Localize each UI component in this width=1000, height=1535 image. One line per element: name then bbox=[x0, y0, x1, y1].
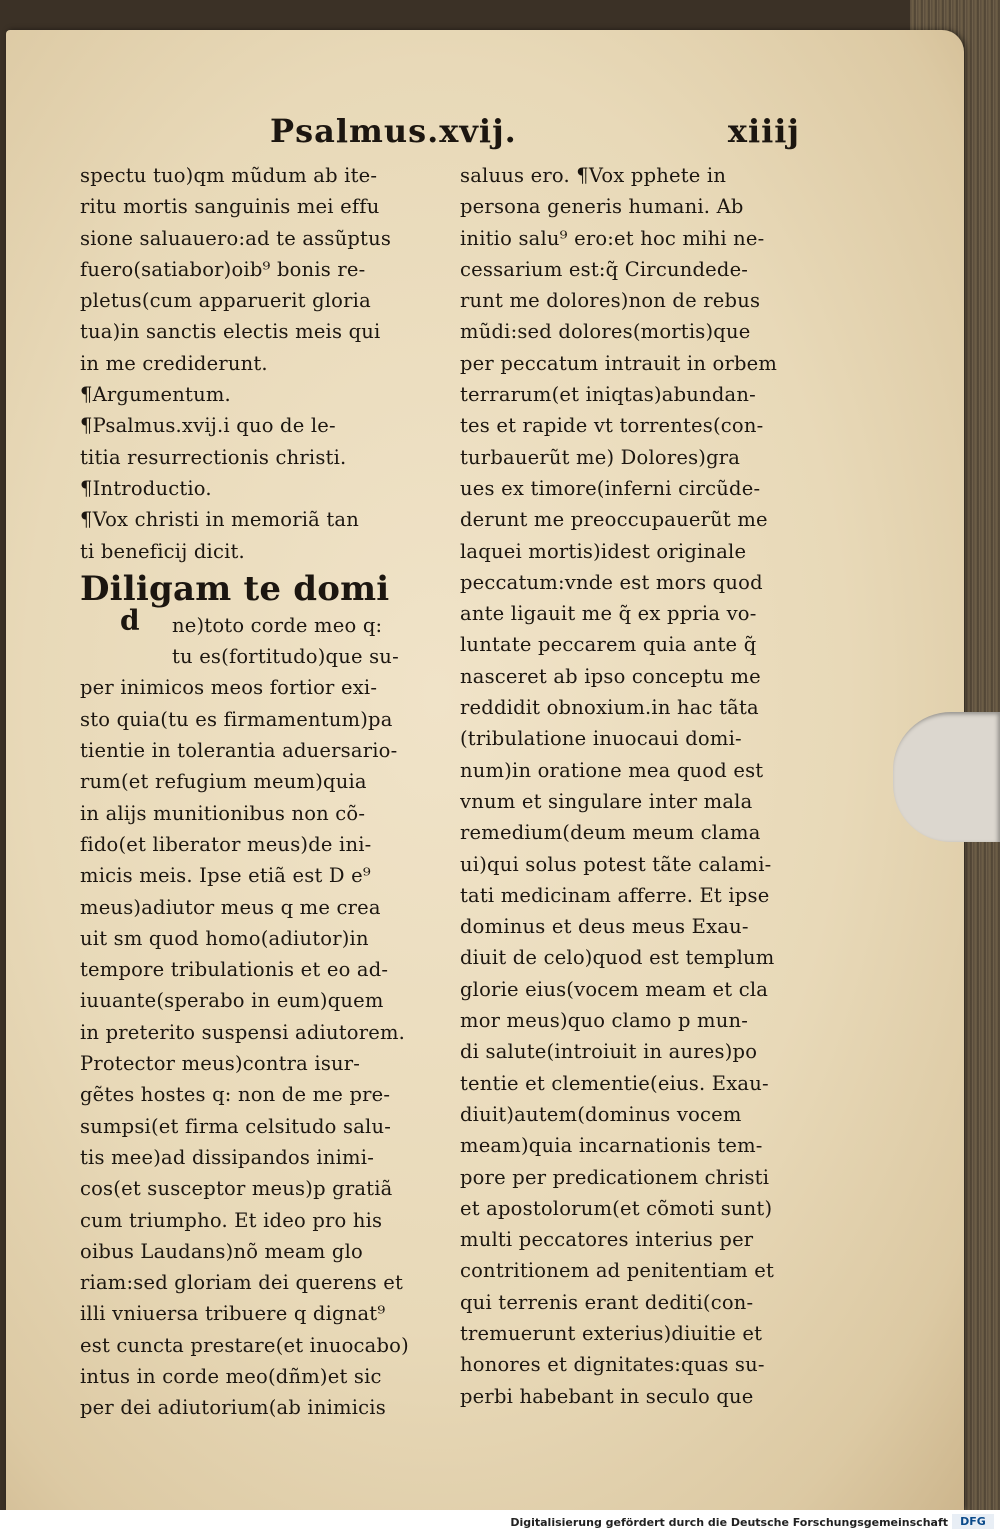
text-line: ues ex timore(inferni circũde- bbox=[460, 476, 761, 500]
text-line: sumpsi(et firma celsitudo salu- bbox=[80, 1114, 392, 1138]
text-line: honores et dignitates:quas su- bbox=[460, 1353, 765, 1377]
text-line: ¶Argumentum. bbox=[80, 383, 231, 407]
text-line: spectu tuo)qm mũdum ab ite- bbox=[80, 164, 378, 187]
text-line: per inimicos meos fortior exi- bbox=[80, 676, 378, 700]
text-line: in preterito suspensi adiutorem. bbox=[80, 1020, 406, 1044]
text-line: per dei adiutorium(ab inimicis bbox=[80, 1396, 386, 1420]
text-line: tentie et clementie(eius. Exau- bbox=[460, 1071, 769, 1095]
text-line: tremuerunt exterius)diuitie et bbox=[460, 1321, 763, 1345]
text-line: micis meis. Ipse etiã est D e⁹ bbox=[80, 864, 371, 888]
text-line: multi peccatores interius per bbox=[460, 1228, 754, 1252]
text-line: ¶Introductio. bbox=[80, 476, 212, 500]
bookmark-tab bbox=[893, 712, 1000, 842]
text-line: contritionem ad penitentiam et bbox=[460, 1259, 775, 1283]
text-line: mũdi:sed dolores(mortis)que bbox=[460, 320, 751, 344]
dfg-logo: DFG bbox=[952, 1514, 994, 1529]
left-column bbox=[80, 160, 452, 1424]
text-line: fido(et liberator meus)de ini- bbox=[80, 832, 372, 856]
text-line: cessarium est:q̃ Circundede- bbox=[460, 257, 749, 281]
text-line: est cuncta prestare(et inuocabo) bbox=[80, 1333, 409, 1357]
text-line: illi vniuersa tribuere q dignat⁹ bbox=[80, 1302, 386, 1326]
text-line: nasceret ab ipso conceptu me bbox=[460, 664, 761, 688]
text-line: tati medicinam afferre. Et ipse bbox=[460, 883, 770, 907]
text-line: perbi habebant in seculo que bbox=[460, 1384, 754, 1408]
text-line: glorie eius(vocem meam et cla bbox=[460, 977, 769, 1001]
text-line: saluus ero. ¶Vox pphete in bbox=[460, 164, 727, 187]
text-line: ante ligauit me q̃ ex ppria vo- bbox=[460, 602, 757, 626]
text-line: oibus Laudans)nõ meam glo bbox=[80, 1239, 363, 1263]
text-line: intus in corde meo(dñm)et sic bbox=[80, 1364, 382, 1388]
text-line: tua)in sanctis electis meis qui bbox=[80, 320, 381, 344]
running-head bbox=[270, 112, 800, 156]
footer bbox=[0, 1510, 1000, 1535]
text-line: in alijs munitionibus non cõ- bbox=[80, 801, 366, 825]
text-line: uit sm quod homo(adiutor)in bbox=[80, 926, 369, 950]
text-line: tempore tribulationis et eo ad- bbox=[80, 958, 389, 982]
text-line: cum triumpho. Et ideo pro his bbox=[80, 1208, 383, 1232]
text-line: Protector meus)contra isur- bbox=[80, 1052, 361, 1076]
text-line: derunt me preoccupauerũt me bbox=[460, 508, 768, 532]
text-line: rum(et refugium meum)quia bbox=[80, 770, 367, 794]
text-line: Diligam te domi bbox=[80, 568, 390, 609]
text-line: qui terrenis erant dediti(con- bbox=[460, 1290, 754, 1314]
text-line: titia resurrectionis christi. bbox=[80, 445, 347, 469]
text-line: ¶Psalmus.xvij.i quo de le- bbox=[80, 414, 336, 438]
text-line: ui)qui solus potest tãte calami- bbox=[460, 852, 772, 876]
text-line: ti beneficij dicit. bbox=[80, 539, 245, 563]
text-line: vnum et singulare inter mala bbox=[460, 789, 753, 813]
text-line: ¶Vox christi in memoriã tan bbox=[80, 508, 360, 532]
text-line: riam:sed gloriam dei querens et bbox=[80, 1271, 404, 1295]
text-line: terrarum(et iniqtas)abundan- bbox=[460, 383, 756, 407]
text-line: dominus et deus meus Exau- bbox=[460, 915, 749, 939]
text-line: sto quia(tu es firmamentum)pa bbox=[80, 707, 393, 731]
text-line: tis mee)ad dissipandos inimi- bbox=[80, 1145, 374, 1169]
text-line: remedium(deum meum clama bbox=[460, 821, 761, 845]
running-title: Psalmus.xvij. bbox=[270, 112, 517, 150]
text-line: mor meus)quo clamo p mun- bbox=[460, 1009, 749, 1033]
text-line: peccatum:vnde est mors quod bbox=[460, 570, 763, 594]
text-line: turbauerũt me) Dolores)gra bbox=[460, 445, 741, 469]
text-line: meam)quia incarnationis tem- bbox=[460, 1134, 763, 1158]
text-line: laquei mortis)idest originale bbox=[460, 539, 747, 563]
text-line: (tribulatione inuocaui domi- bbox=[460, 727, 742, 751]
text-line: ne)toto corde meo q: bbox=[172, 613, 383, 637]
text-line: runt me dolores)non de rebus bbox=[460, 289, 761, 313]
right-column bbox=[460, 160, 830, 1412]
text-line: tes et rapide vt torrentes(con- bbox=[460, 414, 764, 438]
text-line: per peccatum intrauit in orbem bbox=[460, 351, 778, 375]
footer-credit: Digitalisierung gefördert durch die Deutsche Forschungsgemeinschaft bbox=[510, 1516, 948, 1529]
text-line: pletus(cum apparuerit gloria bbox=[80, 289, 371, 313]
folio-number: xiiij bbox=[727, 112, 800, 150]
text-line: in me crediderunt. bbox=[80, 351, 268, 375]
text-line: fuero(satiabor)oib⁹ bonis re- bbox=[80, 257, 366, 281]
text-line: tientie in tolerantia aduersario- bbox=[80, 739, 398, 763]
text-line: diuit de celo)quod est templum bbox=[460, 946, 775, 970]
text-line: meus)adiutor meus q me crea bbox=[80, 895, 381, 919]
text-line: reddidit obnoxium.in hac tãta bbox=[460, 696, 759, 720]
text-line: cos(et susceptor meus)p gratiã bbox=[80, 1177, 393, 1201]
text-line: sione saluauero:ad te assũptus bbox=[80, 226, 392, 250]
text-line: gẽtes hostes q: non de me pre- bbox=[80, 1083, 391, 1107]
text-line: ritu mortis sanguinis mei effu bbox=[80, 195, 380, 219]
text-line: initio salu⁹ ero:et hoc mihi ne- bbox=[460, 226, 765, 250]
text-line: pore per predicationem christi bbox=[460, 1165, 770, 1189]
text-line: persona generis humani. Ab bbox=[460, 195, 744, 219]
text-line: di salute(introiuit in aures)po bbox=[460, 1040, 758, 1064]
text-line: num)in oratione mea quod est bbox=[460, 758, 764, 782]
text-line: luntate peccarem quia ante q̃ bbox=[460, 633, 757, 657]
initial-letter: d bbox=[120, 604, 140, 637]
text-line: diuit)autem(dominus vocem bbox=[460, 1102, 742, 1126]
text-line: tu es(fortitudo)que su- bbox=[172, 645, 399, 669]
text-line: iuuante(sperabo in eum)quem bbox=[80, 989, 384, 1013]
text-line: et apostolorum(et cõmoti sunt) bbox=[460, 1196, 773, 1220]
